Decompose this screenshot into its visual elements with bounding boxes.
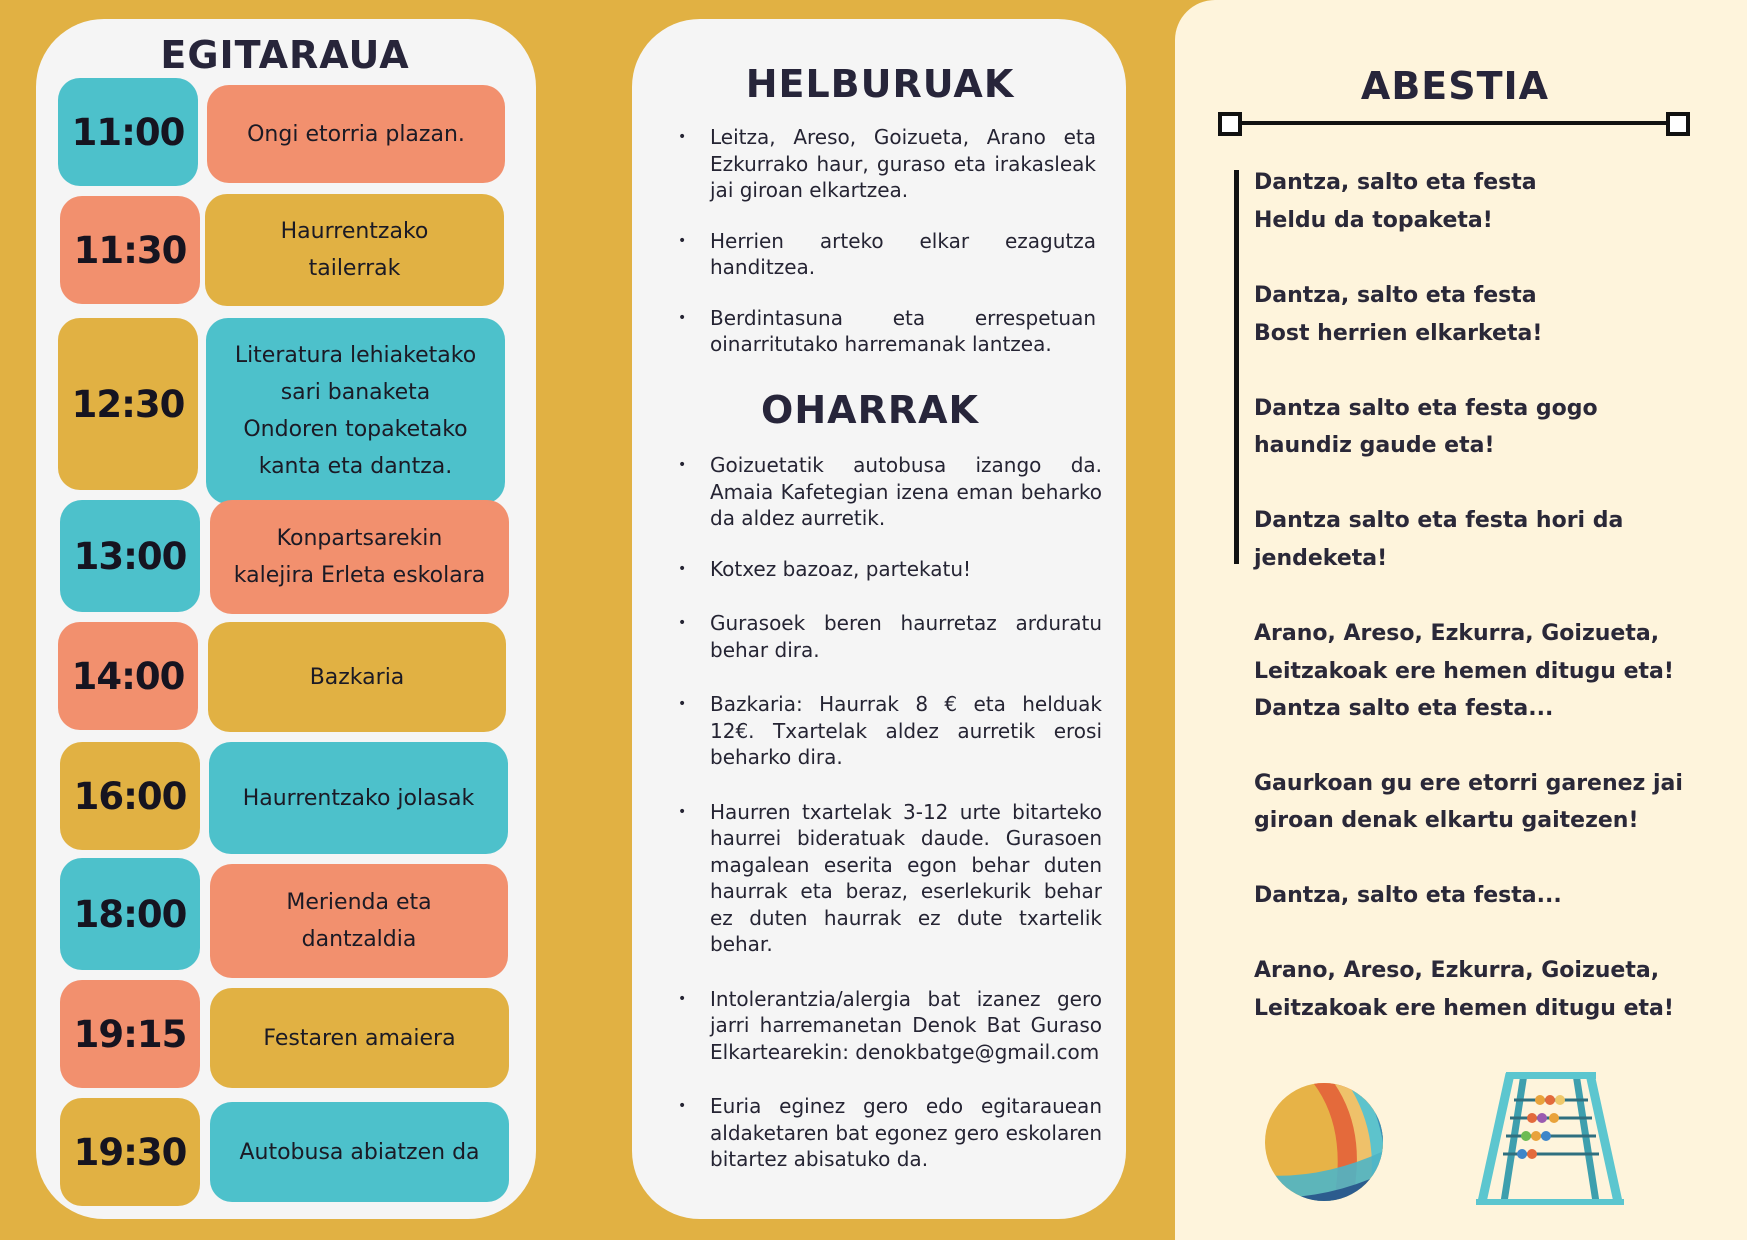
song-line: Dantza salto eta festa hori da (1254, 508, 1624, 533)
time-slot (60, 742, 200, 850)
song-line: Gaurkoan gu ere etorri garenez jai (1254, 771, 1683, 796)
event-line: kalejira Erleta eskolara (233, 563, 486, 588)
time-label: 18:00 (73, 892, 187, 936)
event-line: Haurrentzako jolasak (242, 785, 475, 811)
time-label: 19:30 (73, 1130, 187, 1174)
event-card (208, 622, 506, 732)
time-label: 12:30 (71, 382, 185, 426)
time-slot (60, 980, 200, 1088)
notes-item: • Bazkaria: Haurrak 8 € eta helduak 12€. Txartelak aldez aurretik erosi beharko dira. (690, 691, 1102, 771)
song-line: Dantza salto eta festa gogo (1254, 396, 1598, 421)
notes-item: • Haurren txartelak 3-12 urte bitarteko haurrei bideratuak daude. Gurasoen magalean eserita egon behar duten haurrak eta beraz, eserlekurik behar ez duten haurrak ez dute txartelik behar. (690, 799, 1102, 958)
time-label: 11:00 (71, 110, 185, 154)
schedule-title: EGITARAUA (160, 33, 410, 77)
event-line: sari banaketa (280, 380, 431, 405)
song-line: jendeketa! (1254, 546, 1388, 571)
song-line: haundiz gaude eta! (1254, 433, 1495, 458)
time-label: 13:00 (73, 534, 187, 578)
event-line: Haurrentzako (280, 219, 429, 244)
abacus-icon (1470, 1070, 1630, 1206)
goals-item: • Herrien arteko elkar ezagutza handitzea. (690, 228, 1096, 281)
event-line: kanta eta dantza. (258, 454, 453, 479)
time-slot (60, 858, 200, 970)
notes-list (690, 452, 1102, 1173)
ball-icon (1262, 1080, 1386, 1204)
notes-item: • Euria eginez gero edo egitarauean aldaketaren bat egonez gero eskolaren bitartez abisatuko da. (690, 1093, 1102, 1173)
event-card (210, 1102, 509, 1202)
event-line: Autobusa abiatzen da (239, 1139, 480, 1165)
song-title: ABESTIA (1360, 64, 1550, 108)
time-slot (60, 196, 200, 304)
song-line: Dantza, salto eta festa (1254, 170, 1537, 195)
time-slot (58, 78, 198, 186)
event-card (209, 742, 508, 854)
time-slot (60, 500, 200, 612)
notes-title: OHARRAK (761, 388, 979, 432)
event-line: dantzaldia (301, 927, 417, 952)
goals-list (690, 124, 1096, 358)
event-card (206, 318, 505, 504)
divider-handle-right (1666, 112, 1690, 136)
notes-item: • Goizuetatik autobusa izango da. Amaia Kafetegian izena eman beharko da aldez aurretik. (690, 452, 1102, 532)
event-line: Literatura lehiaketako (234, 343, 477, 368)
song-line: Heldu da topaketa! (1254, 208, 1493, 233)
goals-item: • Leitza, Areso, Goizueta, Arano eta Ezkurrako haur, guraso eta irakasleak jai giroan elkartzea. (690, 124, 1096, 204)
song-line: Dantza, salto eta festa... (1254, 883, 1562, 908)
event-card (210, 500, 509, 614)
time-label: 19:15 (73, 1012, 187, 1056)
time-label: 14:00 (71, 654, 185, 698)
divider-handle-left (1218, 112, 1242, 136)
time-slot (58, 622, 198, 730)
event-line: tailerrak (308, 256, 401, 281)
song-line: Dantza, salto eta festa (1254, 283, 1537, 308)
event-card (210, 864, 508, 978)
goals-title: HELBURUAK (745, 62, 1015, 106)
time-slot (60, 1098, 200, 1206)
song-line: Arano, Areso, Ezkurra, Goizueta, (1254, 621, 1660, 646)
goals-item: • Berdintasuna eta errespetuan oinarritutako harremanak lantzea. (690, 305, 1096, 358)
song-line: Arano, Areso, Ezkurra, Goizueta, (1254, 958, 1660, 983)
time-slot (58, 318, 198, 490)
song-accent-bar (1234, 170, 1239, 564)
event-line: Merienda eta (286, 890, 432, 915)
time-label: 16:00 (73, 774, 187, 818)
event-line: Ongi etorria plazan. (247, 121, 465, 147)
event-line: Ondoren topaketako (243, 417, 468, 442)
song-line: Bost herrien elkarketa! (1254, 321, 1543, 346)
event-card (207, 85, 505, 183)
notes-item: • Kotxez bazoaz, partekatu! (690, 556, 1102, 583)
song-line: giroan denak elkartu gaitezen! (1254, 808, 1639, 833)
event-line: Bazkaria (309, 664, 405, 690)
event-card (210, 988, 509, 1088)
song-line: Dantza salto eta festa... (1254, 696, 1554, 721)
time-label: 11:30 (73, 228, 187, 272)
event-line: Festaren amaiera (263, 1025, 456, 1051)
notes-item: • Gurasoek beren haurretaz arduratu behar dira. (690, 610, 1102, 663)
event-line: Konpartsarekin (276, 526, 443, 551)
notes-item: • Intolerantzia/alergia bat izanez gero jarri harremanetan Denok Bat Guraso Elkartearekin: denokbatge@gmail.com (690, 986, 1102, 1066)
event-card (205, 194, 504, 306)
song-line: Leitzakoak ere hemen ditugu eta! (1254, 996, 1674, 1021)
song-line: Leitzakoak ere hemen ditugu eta! (1254, 659, 1674, 684)
title-divider (1228, 121, 1676, 125)
